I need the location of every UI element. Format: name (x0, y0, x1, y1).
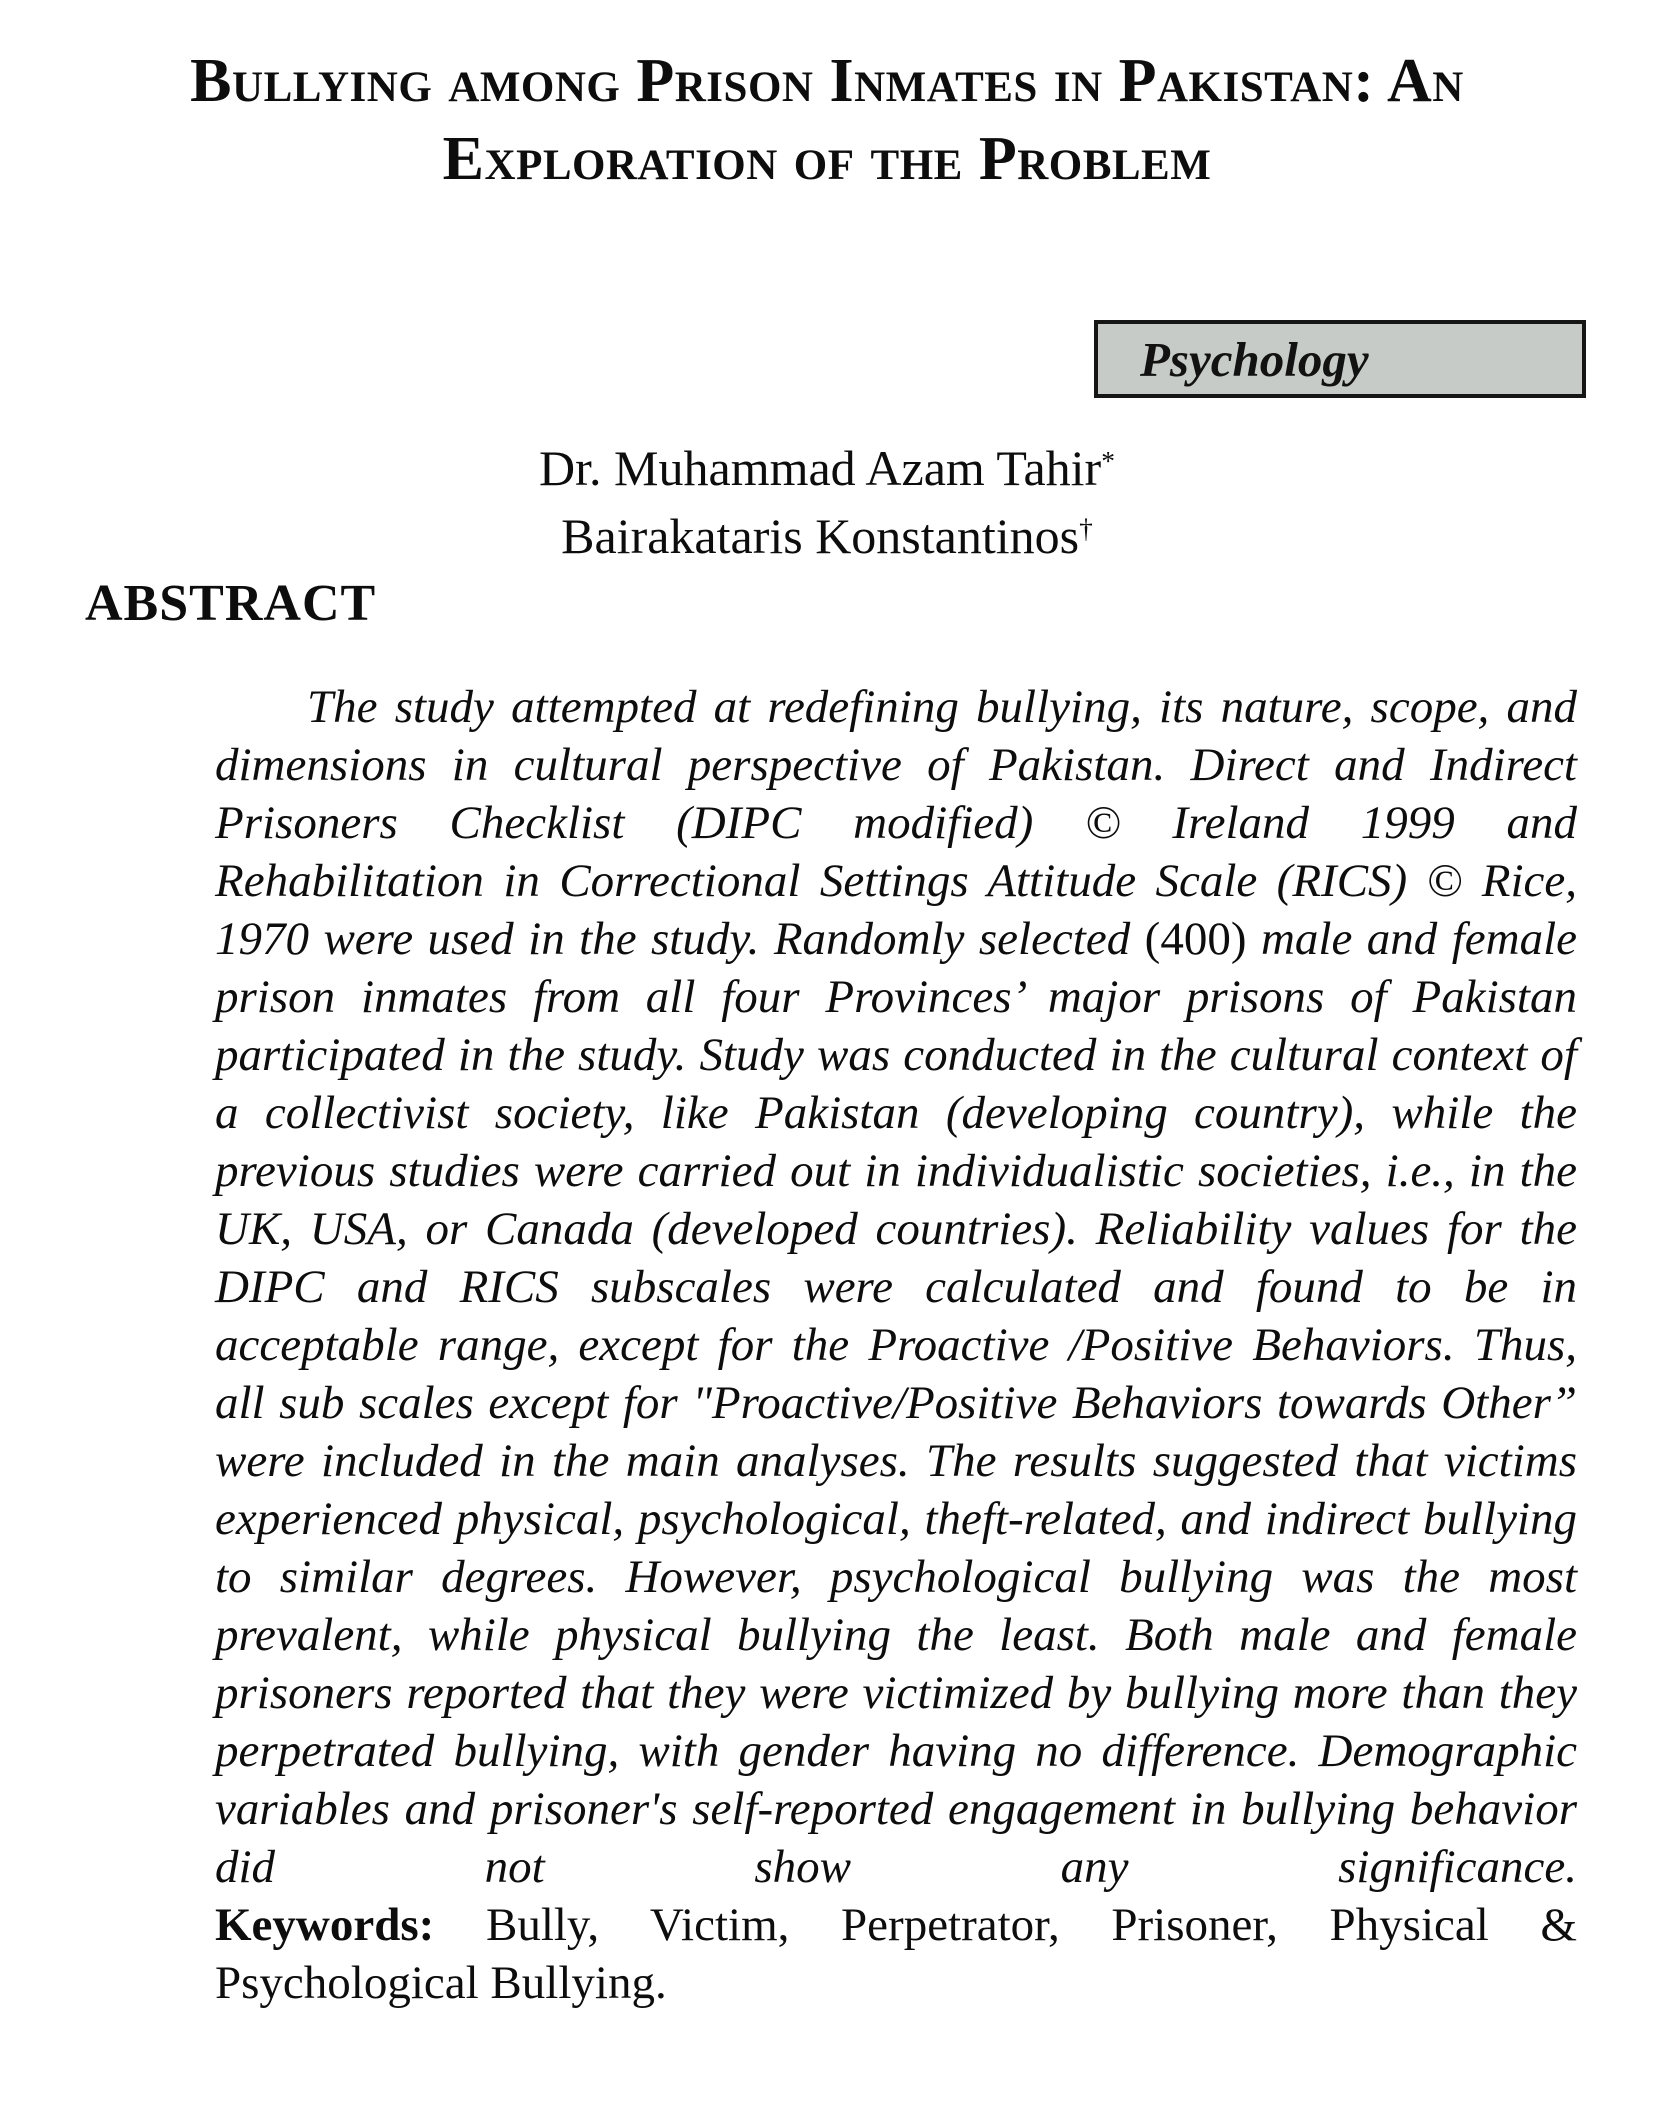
author-line (0, 438, 1654, 506)
abstract-heading: ABSTRACT (85, 575, 377, 632)
author-name: Bairakataris Konstantinos (561, 508, 1080, 564)
abstract-text-segment: male and female prison inmates from all four Provinces’ major prisons of Pakistan participated in the study. Study was conducted in the cultural context of a collectivist society, like Pakistan (developing country), while the previous studies were carried out in individualistic societies, i.e., in the UK, USA, or Canada (developed countries). Reliability values for the DIPC and RICS subscales were calculated and found to be in acceptable range, except for the Proactive /Positive Behaviors. Thus, all sub scales except for "Proactive/Positive Behaviors towards Other” were included in the main analyses. The results suggested that victims experienced physical, psychological, theft-related, and indirect bullying to similar degrees. However, psychological bullying was the most prevalent, while physical bullying the least. Both male and female prisoners reported that they were victimized by bullying more than they perpetrated bullying, with gender having no difference. Demographic variables and prisoner's self-reported engagement in bullying behavior did not show any significance. (215, 913, 1577, 1893)
subject-category-box (1094, 320, 1586, 398)
subject-category-label: Psychology (1140, 331, 1369, 387)
abstract-text (215, 678, 1577, 1896)
paper-title (80, 42, 1574, 198)
abstract-sample-size: (400) (1144, 913, 1247, 965)
keywords-text: Bully, Victim, Perpetrator, Prisoner, Physical & Psychological Bullying. (215, 1899, 1578, 2009)
authors-block (0, 438, 1654, 574)
abstract-text-segment: The study attempted at redefining bullying, its nature, scope, and dimensions in cultural perspective of Pakistan. Direct and Indirect Prisoners Checklist (DIPC modified) © Ireland 1999 and Rehabilitation in Correctional Settings Attitude Scale (RICS) © Rice, 1970 were used in the study. Randomly selected (215, 681, 1577, 965)
keywords-label: Keywords: (215, 1899, 435, 1951)
author-footnote-marker: † (1079, 512, 1093, 544)
author-line (0, 506, 1654, 574)
paper-title-line-1: Bullying among Prison Inmates in Pakistan: An (190, 47, 1464, 115)
author-name: Dr. Muhammad Azam Tahir (539, 440, 1102, 496)
author-footnote-marker: * (1101, 444, 1115, 476)
keywords-line (215, 1896, 1577, 2012)
paper-title-line-2: Exploration of the Problem (442, 125, 1212, 193)
